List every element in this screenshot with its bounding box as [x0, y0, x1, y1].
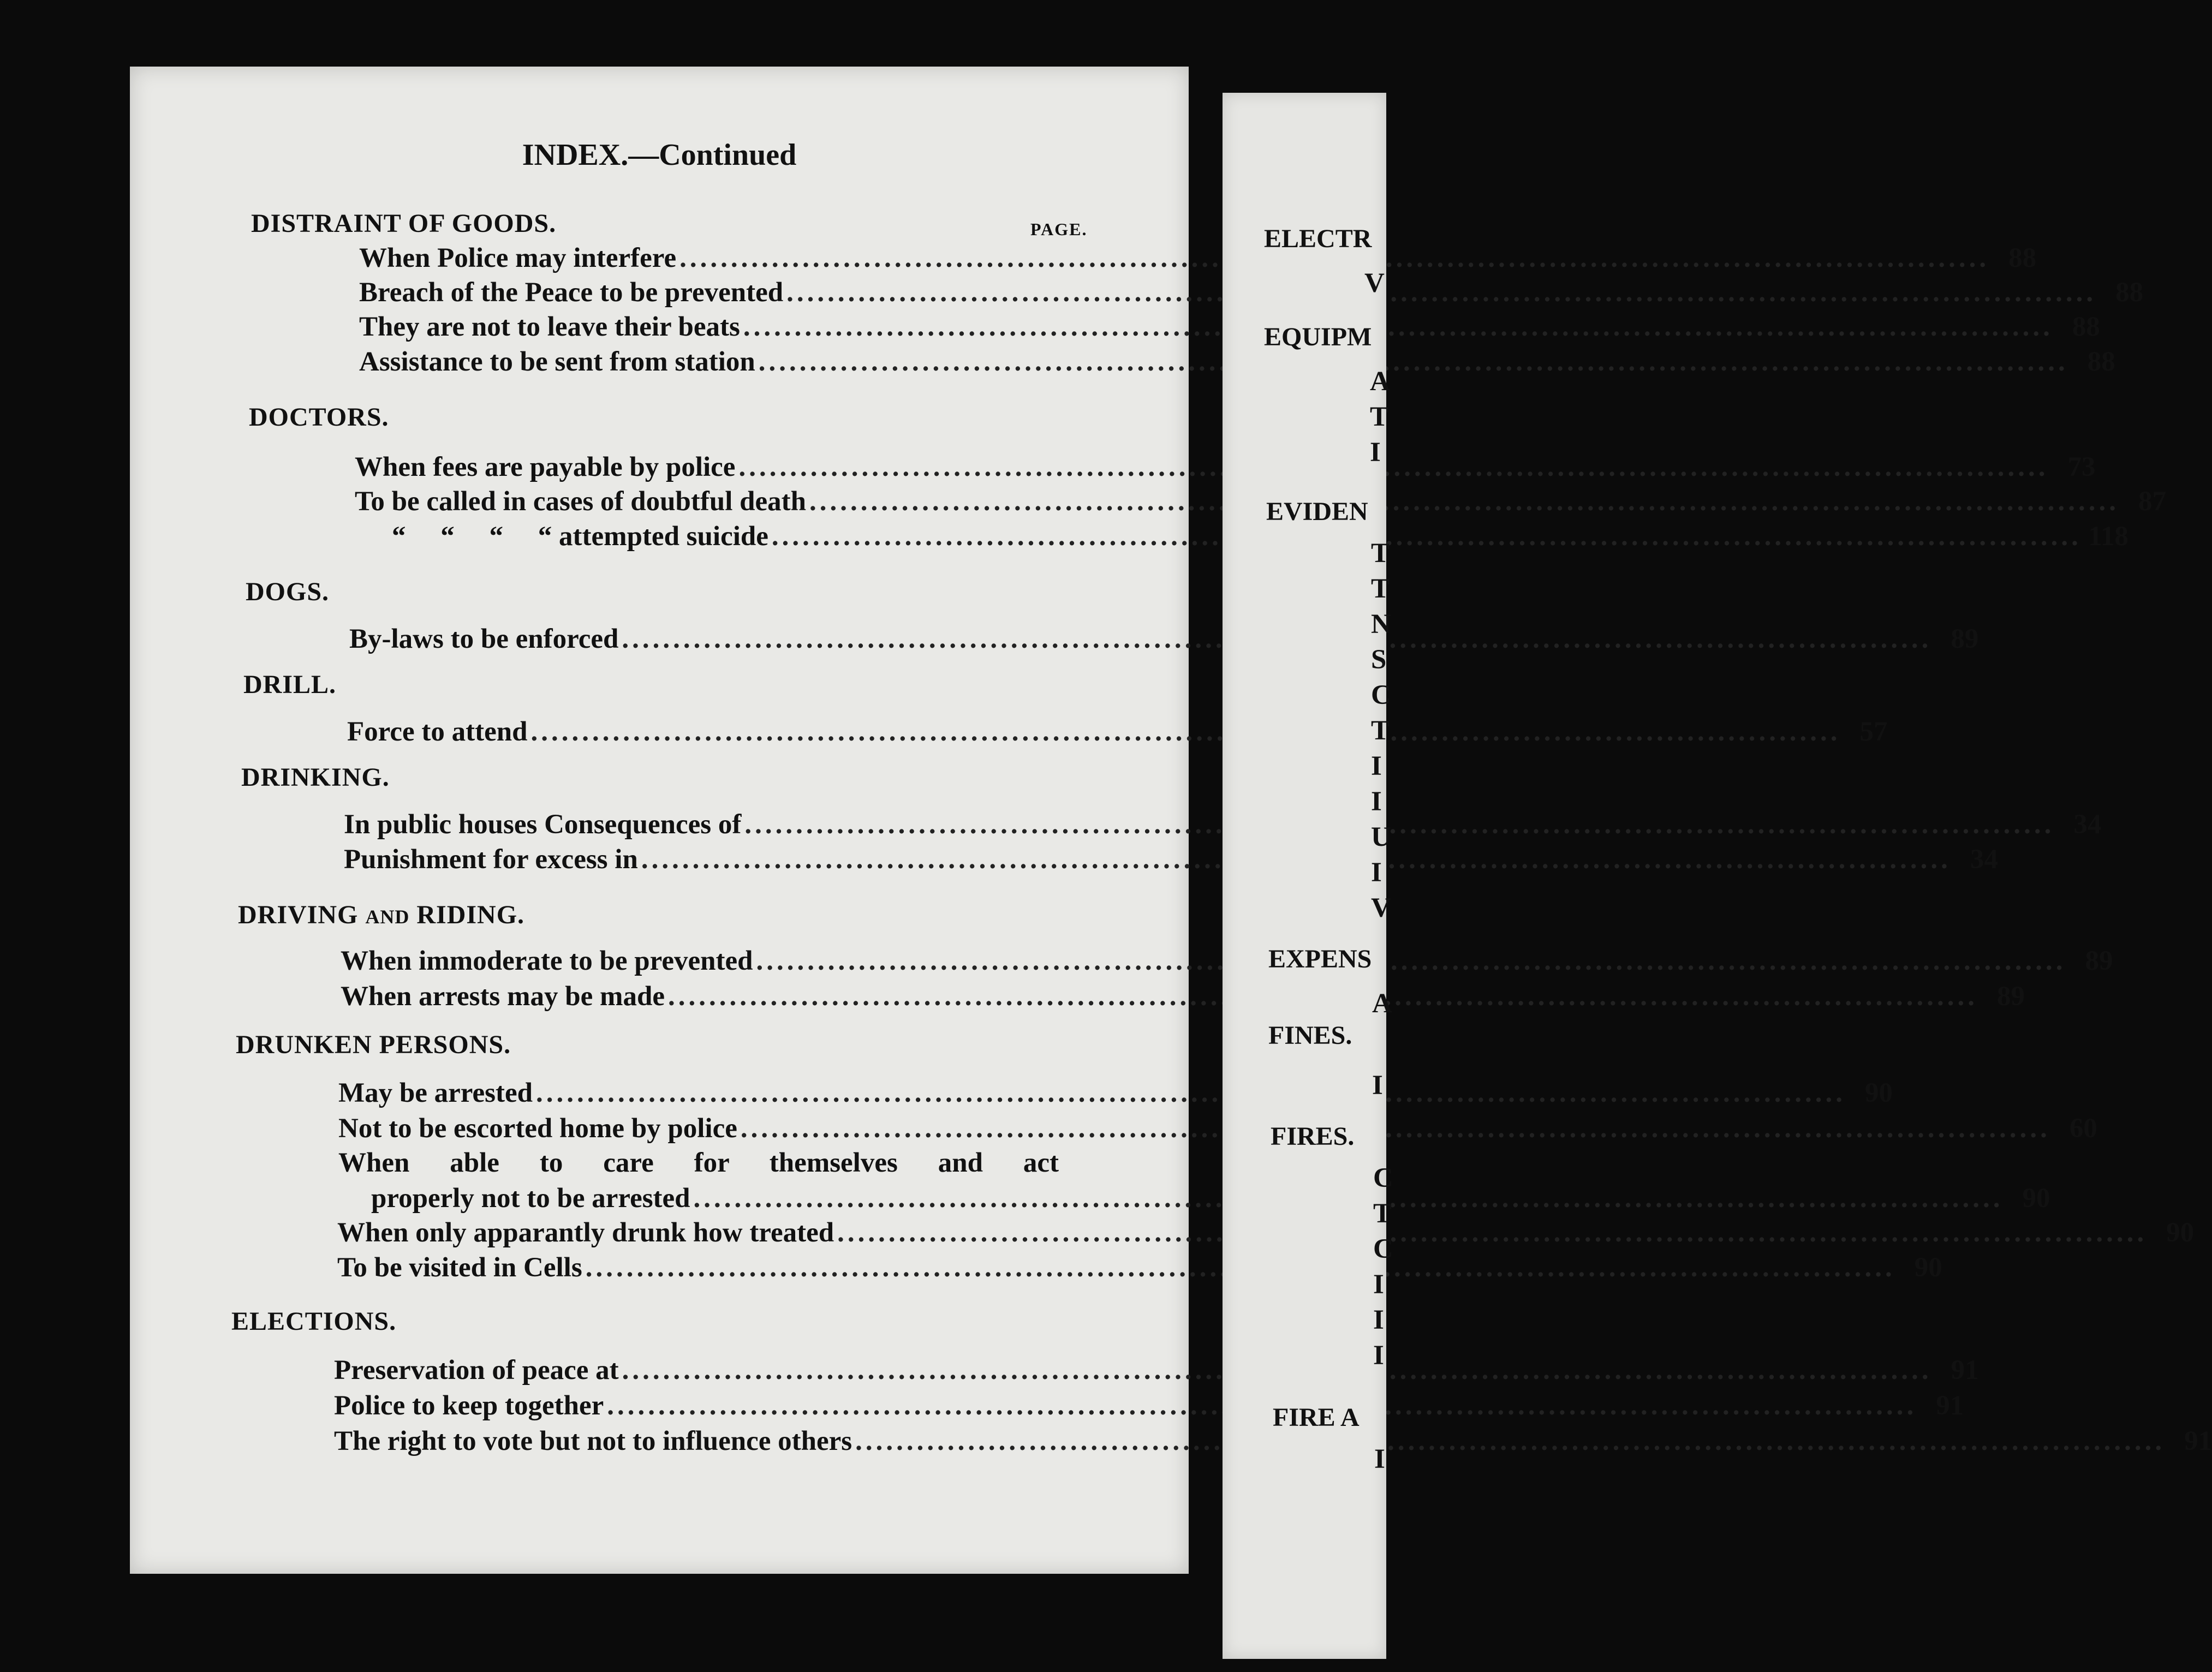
index-entry — [344, 844, 1998, 875]
index-entry — [337, 1252, 1942, 1283]
index-entry — [338, 1077, 1893, 1109]
entry-label: To be visited in Cells — [337, 1252, 582, 1283]
entry-label: Punishment for excess in — [344, 844, 638, 875]
section-heading: DRINKING. — [241, 763, 390, 792]
leader-dots — [855, 1425, 2165, 1457]
entry-page: 89 — [2085, 946, 2113, 976]
entry-page: 34 — [1970, 844, 1998, 875]
entry-label: May be arrested — [338, 1078, 533, 1108]
entry-page: 91 — [1951, 1355, 1979, 1386]
entry-label: The right to vote but not to influence others — [334, 1426, 852, 1456]
right-letter: A — [1372, 988, 1392, 1019]
index-entry — [341, 981, 2025, 1012]
index-entry — [371, 1183, 2050, 1214]
entry-page: 90 — [1914, 1252, 1942, 1283]
right-letter: C — [1371, 680, 1391, 710]
right-letter: T — [1371, 715, 1390, 746]
entry-page: 89 — [1997, 981, 2025, 1012]
right-heading: FIRE A — [1273, 1403, 1360, 1432]
right-heading: ELECTR — [1264, 224, 1372, 253]
index-entry — [334, 1354, 1979, 1386]
right-letter: T — [1371, 538, 1390, 569]
entry-label: When Police may interfere — [359, 243, 677, 273]
right-heading: FINES. — [1268, 1021, 1352, 1050]
index-entry — [392, 521, 2128, 552]
right-heading: FIRES. — [1271, 1122, 1355, 1151]
right-letter: I — [1371, 857, 1382, 888]
entry-page: 91 — [2184, 1426, 2212, 1456]
index-entry — [347, 716, 1888, 748]
index-entry — [359, 346, 2115, 378]
right-letter: I — [1373, 1269, 1384, 1300]
section-heading-part: RIDING. — [416, 900, 525, 929]
right-letter: V — [1364, 268, 1385, 298]
entry-label: Force to attend — [347, 716, 528, 747]
entry-page: 118 — [2088, 521, 2128, 552]
section-heading: DISTRAINT OF GOODS. — [251, 209, 557, 238]
entry-page: 88 — [2072, 312, 2100, 342]
entry-label: They are not to leave their beats — [359, 312, 740, 342]
entry-label: When able to care for themselves and act — [338, 1148, 1059, 1178]
entry-label: properly not to be arrested — [371, 1183, 690, 1214]
right-letter: T — [1370, 402, 1389, 432]
page-header: INDEX.—Continued — [522, 138, 797, 172]
leader-dots — [837, 1217, 2147, 1249]
entry-label: Breach of the Peace to be prevented — [359, 277, 784, 308]
right-letter: S — [1371, 644, 1387, 675]
entry-page: 34 — [2073, 809, 2102, 840]
entry-page: 90 — [2022, 1183, 2050, 1214]
leader-dots — [741, 1113, 2050, 1144]
entry-label: When fees are payable by police — [355, 452, 736, 482]
entry-page: 73 — [2067, 452, 2096, 482]
index-entry — [334, 1425, 2212, 1457]
entry-label: Assistance to be sent from station — [359, 347, 755, 377]
right-letter: U — [1371, 822, 1391, 852]
entry-page: 88 — [2087, 347, 2115, 377]
entry-label: When only apparantly drunk how treated — [337, 1217, 834, 1248]
entry-label: By-laws to be enforced — [349, 624, 619, 654]
entry-label: “ “ “ “ attempted suicide — [392, 521, 768, 552]
entry-label: When immoderate to be prevented — [341, 946, 753, 976]
leader-dots — [759, 346, 2068, 378]
right-letter: I — [1370, 437, 1381, 468]
right-letter: V — [1371, 893, 1391, 923]
entry-page: 57 — [1859, 716, 1888, 747]
index-entry — [359, 242, 2037, 274]
right-letter: I — [1371, 751, 1382, 781]
entry-page: 90 — [2166, 1217, 2195, 1248]
right-letter: N — [1371, 609, 1391, 640]
section-heading: DOCTORS. — [249, 403, 389, 432]
right-letter: I — [1371, 786, 1382, 817]
leader-dots — [809, 486, 2119, 517]
index-entry — [349, 623, 1979, 655]
right-letter: I — [1374, 1444, 1385, 1474]
entry-label: To be called in cases of doubtful death — [355, 486, 806, 517]
section-heading: ELECTIONS. — [231, 1307, 397, 1336]
section-heading-part: AND — [365, 906, 410, 928]
leader-dots — [744, 809, 2054, 840]
entry-page: 89 — [1951, 624, 1979, 654]
section-heading: DRUNKEN PERSONS. — [236, 1030, 511, 1059]
right-letter: I — [1373, 1340, 1384, 1371]
leader-dots — [786, 277, 2096, 308]
entry-label: Police to keep together — [334, 1390, 604, 1421]
right-heading: EXPENS — [1268, 945, 1372, 974]
entry-label: In public houses Consequences of — [344, 809, 742, 840]
leader-dots — [772, 521, 2082, 552]
section-heading: DOGS. — [246, 577, 330, 606]
entry-page: 88 — [2115, 277, 2144, 308]
index-entry — [344, 809, 2102, 840]
index-entry — [355, 451, 2096, 483]
entry-page: 88 — [2008, 243, 2037, 273]
entry-page: 87 — [2138, 486, 2166, 517]
right-heading: EQUIPM — [1264, 323, 1372, 351]
right-heading: EVIDEN — [1266, 497, 1368, 526]
entry-page: 60 — [2069, 1113, 2097, 1144]
entry-label: When arrests may be made — [341, 981, 665, 1012]
right-letter: I — [1373, 1305, 1384, 1335]
right-letter: C — [1373, 1234, 1393, 1264]
leader-dots — [756, 945, 2066, 977]
leader-dots — [530, 716, 1840, 748]
right-letter: C — [1373, 1163, 1393, 1193]
entry-page: 91 — [1936, 1390, 1964, 1421]
entry-page: 90 — [1864, 1078, 1893, 1108]
leader-dots — [738, 451, 2048, 483]
section-heading: DRILL. — [243, 670, 337, 699]
leader-dots — [536, 1077, 1846, 1109]
section-heading-part: DRIVING — [238, 900, 359, 929]
entry-label: Not to be escorted home by police — [338, 1113, 737, 1144]
entry-label: Preservation of peace at — [334, 1355, 619, 1386]
right-letter: I — [1372, 1070, 1383, 1101]
right-letter: A — [1370, 366, 1390, 397]
right-letter: T — [1373, 1198, 1392, 1229]
leader-dots — [743, 311, 2053, 343]
section-heading — [238, 900, 524, 930]
index-entry — [359, 277, 2144, 308]
index-entry — [337, 1217, 2195, 1249]
right-letter: T — [1371, 574, 1390, 604]
right-page — [1223, 93, 1393, 1659]
page-column-label: PAGE. — [1030, 219, 1088, 239]
